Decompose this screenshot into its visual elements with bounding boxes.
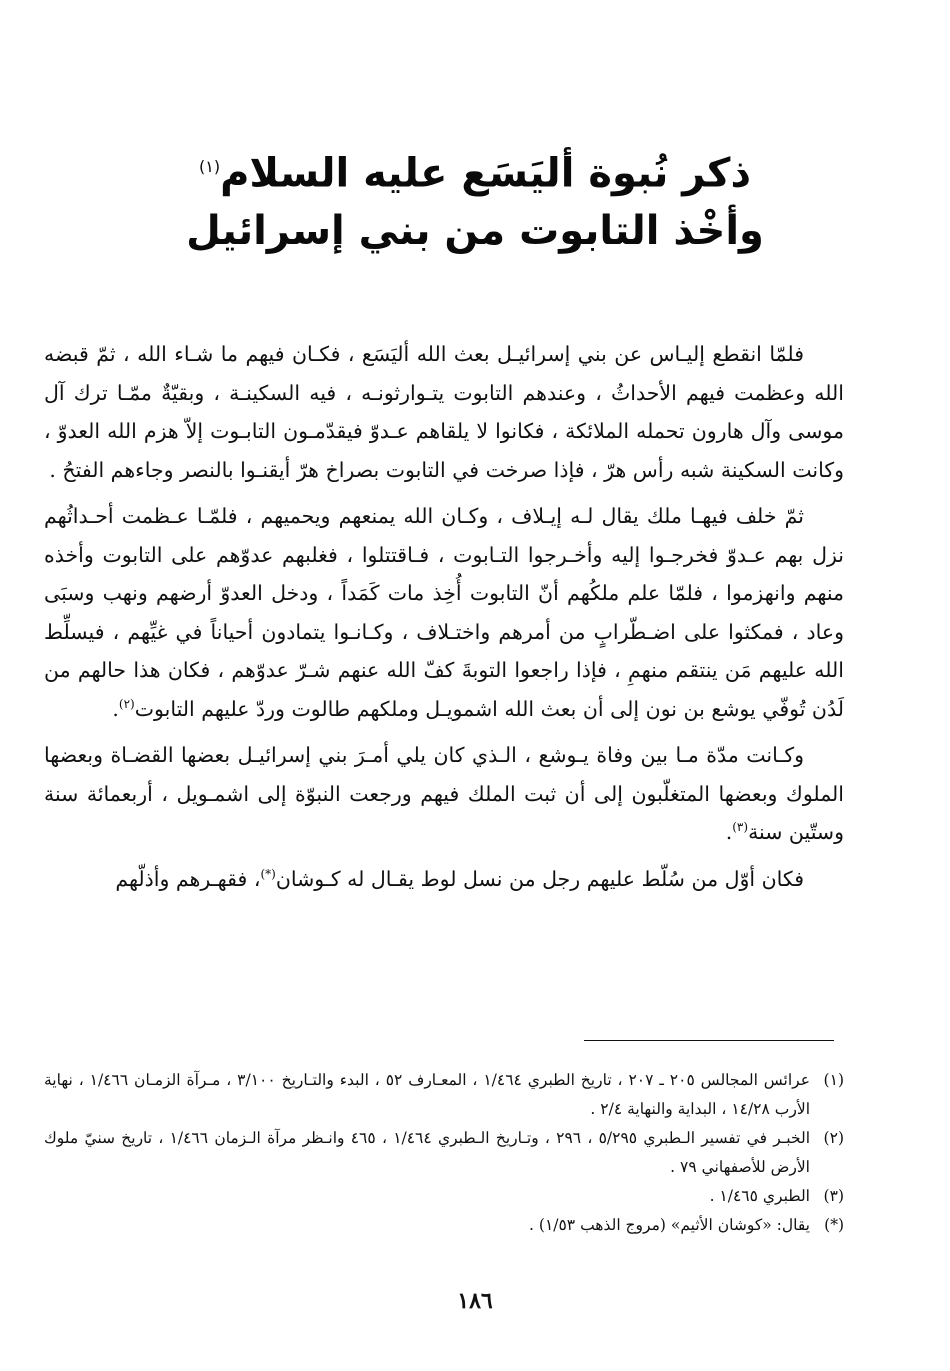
paragraph-2-end: . [112, 696, 119, 721]
footnote-star-number: (*) [824, 1216, 844, 1234]
page-number: ١٨٦ [457, 1288, 493, 1314]
footnote-2 [44, 1124, 844, 1182]
paragraph-4-text: فكان أوّل من سُلّط عليهم رجل من نسل لوط يقـال له كـوشان [275, 866, 804, 891]
footnote-3-number: (٣) [823, 1187, 844, 1205]
paragraph-3-end: . [725, 820, 733, 844]
chapter-title [0, 138, 950, 260]
footnote-star-text: يقال: «كوشان الأثيم» (مروج الذهب ١/٥٣) . [529, 1216, 810, 1234]
footnote-ref-star: (*) [260, 866, 276, 881]
footnote-star [44, 1211, 844, 1240]
paragraph-1 [44, 335, 844, 489]
paragraph-1-text: فلمّا انقطع إليـاس عن بني إسرائيـل بعث الله أليَسَع ، فكـان فيهم ما شـاء الله ، ثمّ قبضه الله وعظمت فيهم الأحداثُ ، وعندهم التابوت يتـوارثونـه ، فيه السكينـة ، وبقيّةٌ ممّـا ترك آل موسى وآل هارون تحمله الملائكة ، فكانوا لا يلقاهم عـدوّ فيقدّمـون التابـوت إلاّ هزم الله العدوّ ، وكانت السكينة شبه رأس هرّ ، فإذا صرخت في التابوت بصراخ هرّ أيقنـوا بالنصر وجاءهم الفتحُ . [44, 342, 844, 482]
body-text [44, 335, 844, 898]
footnote-2-number: (٢) [823, 1129, 844, 1147]
footnote-ref-3: (٣) [732, 820, 749, 835]
footnote-1-number: (١) [823, 1071, 844, 1089]
paragraph-3 [44, 736, 844, 852]
title-footnote-marker: (١) [199, 157, 221, 176]
paragraph-2-text: ثمّ خلف فيهـا ملك يقال لـه إيـلاف ، وكـان الله يمنعهم ويحميهم ، فلمّـا عـظمت أحـداثُهم نزل بهم عـدوّ فخرجـوا إليه وأخـرجوا التـابوت ، فـاقتتلوا ، فغلبهم عدوّهم على التابوت وأخذه منهم وانهزموا ، فلمّا علم ملكُهم أنّ التابوت أُخِذ مات كَمَداً ، ودخل العدوّ أرضهم ونهب وسبَى وعاد ، فمكثوا على اضـطّرابٍ من أمرهم واختـلاف ، وكـانـوا يتمادون أحياناً في غيِّهم ، فيسلِّط الله عليهم مَن ينتقم منهمِ ، فإذا راجعوا التوبةَ كفّ الله عنهم شـرّ عدوّهم ، فكان هذا حالهم من لَدُن تُوفّي يوشع بن نون إلى أن بعث الله اشمويـل وملكهم طالوت وردّ عليهم التابوت [44, 504, 844, 721]
paragraph-2 [44, 497, 844, 728]
footnote-2-text: الخبـر في تفسير الـطبري ٥/٢٩٥ ، ٢٩٦ ، وتـاريخ الـطبري ١/٤٦٤ ، ٤٦٥ وانـظر مرآة الـزمان ١/٤٦٦ ، تاريخ سنيّ ملوك الأرض للأصفهاني ٧٩ . [44, 1129, 811, 1176]
paragraph-3-text: وكـانت مدّة مـا بين وفاة يـوشع ، الـذي كان يلي أمـرَ بني إسرائيـل بعضها القضـاة وبعضها الملوك وبعضها المتغلّبون إلى أن ثبت الملك فيهم ورجعت النبوّة إلى اشمـويل ، أربعمائة سنة وستّين سنة [44, 743, 844, 844]
footnote-divider [584, 1040, 834, 1041]
footnote-ref-2: (٢) [118, 696, 135, 711]
footnote-3-text: الطبري ١/٤٦٥ . [709, 1187, 810, 1205]
footnote-3 [44, 1182, 844, 1211]
paragraph-4-end: ، فقهـرهم وأذلّهم [115, 866, 261, 891]
footnote-1-text: عرائس المجالس ٢٠٥ ـ ٢٠٧ ، تاريخ الطبري ١/٤٦٤ ، المعـارف ٥٢ ، البدء والتـاريخ ٣/١٠٠ ، مـرآة الزمـان ١/٤٦٦ ، نهاية الأرب ١٤/٢٨ ، البداية والنهاية ٢/٤ . [44, 1071, 810, 1118]
title-line-1 [0, 138, 950, 202]
footnotes [44, 1066, 844, 1240]
footnote-1 [44, 1066, 844, 1124]
paragraph-4 [44, 860, 844, 899]
title-line-1-text: ذكر نُبوة أليَسَع عليه السلام [220, 150, 751, 197]
title-line-2: وأخْذ التابوت من بني إسرائيل [186, 208, 764, 255]
